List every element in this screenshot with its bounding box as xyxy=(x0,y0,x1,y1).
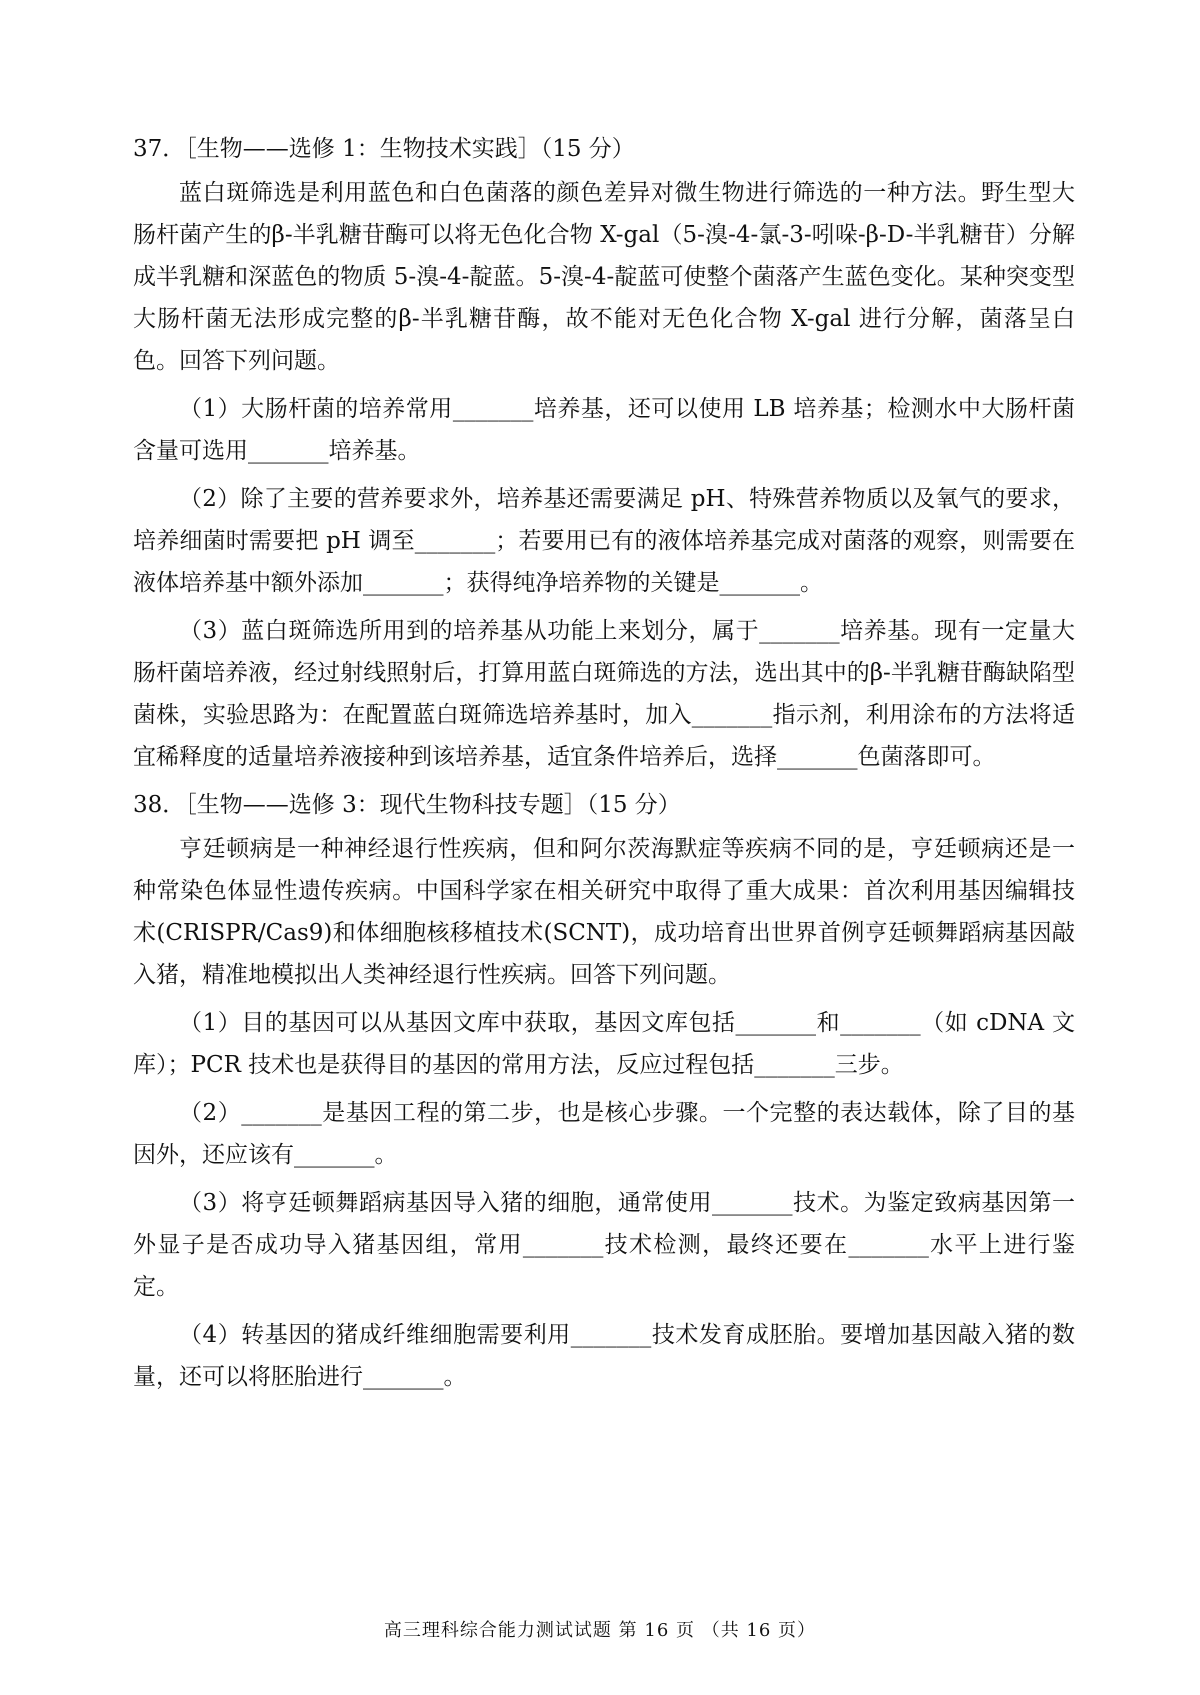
question-38-heading: 38．［生物——选修 3：现代生物科技专题］（15 分） xyxy=(133,792,681,818)
question-38-part-2: （2）_______是基因工程的第二步，也是核心步骤。一个完整的表达载体，除了目的基因外，还应该有_______。 xyxy=(133,1100,1075,1168)
page-footer: 高三理科综合能力测试试题 第 16 页 （共 16 页） xyxy=(383,1620,817,1641)
question-37-heading: 37．［生物——选修 1：生物技术实践］（15 分） xyxy=(133,136,635,162)
question-38-part-3: （3）将亨廷顿舞蹈病基因导入猪的细胞，通常使用_______技术。为鉴定致病基因第一外显子是否成功导入猪基因组，常用_______技术检测，最终还要在_______水平上进行鉴定。 xyxy=(133,1190,1075,1300)
question-37-part-1: （1）大肠杆菌的培养常用_______培养基，还可以使用 LB 培养基；检测水中大肠杆菌含量可选用_______培养基。 xyxy=(133,396,1075,464)
question-38-part-4: （4）转基因的猪成纤维细胞需要利用_______技术发育成胚胎。要增加基因敲入猪的数量，还可以将胚胎进行_______。 xyxy=(133,1322,1075,1390)
question-37-part-2: （2）除了主要的营养要求外，培养基还需要满足 pH、特殊营养物质以及氧气的要求，培养细菌时需要把 pH 调至_______；若要用已有的液体培养基完成对菌落的观察，则需要在液体培养基中额外添加_______；获得纯净培养物的关键是_______。 xyxy=(133,486,1075,596)
question-37-part-3: （3）蓝白斑筛选所用到的培养基从功能上来划分，属于_______培养基。现有一定量大肠杆菌培养液，经过射线照射后，打算用蓝白斑筛选的方法，选出其中的β-半乳糖苷酶缺陷型菌株，实验思路为：在配置蓝白斑筛选培养基时，加入_______指示剂，利用涂布的方法将适宜稀释度的适量培养液接种到该培养基，适宜条件培养后，选择_______色菌落即可。 xyxy=(133,618,1075,770)
question-38-intro: 亨廷顿病是一种神经退行性疾病，但和阿尔茨海默症等疾病不同的是，亨廷顿病还是一种常染色体显性遗传疾病。中国科学家在相关研究中取得了重大成果：首次利用基因编辑技术(CRISPR/Cas9)和体细胞核移植技术(SCNT)，成功培育出世界首例亨廷顿舞蹈病基因敲入猪，精准地模拟出人类神经退行性疾病。回答下列问题。 xyxy=(133,836,1075,988)
exam-page xyxy=(133,128,1075,1404)
question-38-part-1: （1）目的基因可以从基因文库中获取，基因文库包括_______和_______（如 cDNA 文库）；PCR 技术也是获得目的基因的常用方法，反应过程包括_______三步。 xyxy=(133,1010,1075,1078)
question-37-intro: 蓝白斑筛选是利用蓝色和白色菌落的颜色差异对微生物进行筛选的一种方法。野生型大肠杆菌产生的β-半乳糖苷酶可以将无色化合物 X-gal（5-溴-4-氯-3-吲哚-β-D-半乳糖苷）分解成半乳糖和深蓝色的物质 5-溴-4-靛蓝。5-溴-4-靛蓝可使整个菌落产生蓝色变化。某种突变型大肠杆菌无法形成完整的β-半乳糖苷酶，故不能对无色化合物 X-gal 进行分解，菌落呈白色。回答下列问题。 xyxy=(133,180,1075,374)
